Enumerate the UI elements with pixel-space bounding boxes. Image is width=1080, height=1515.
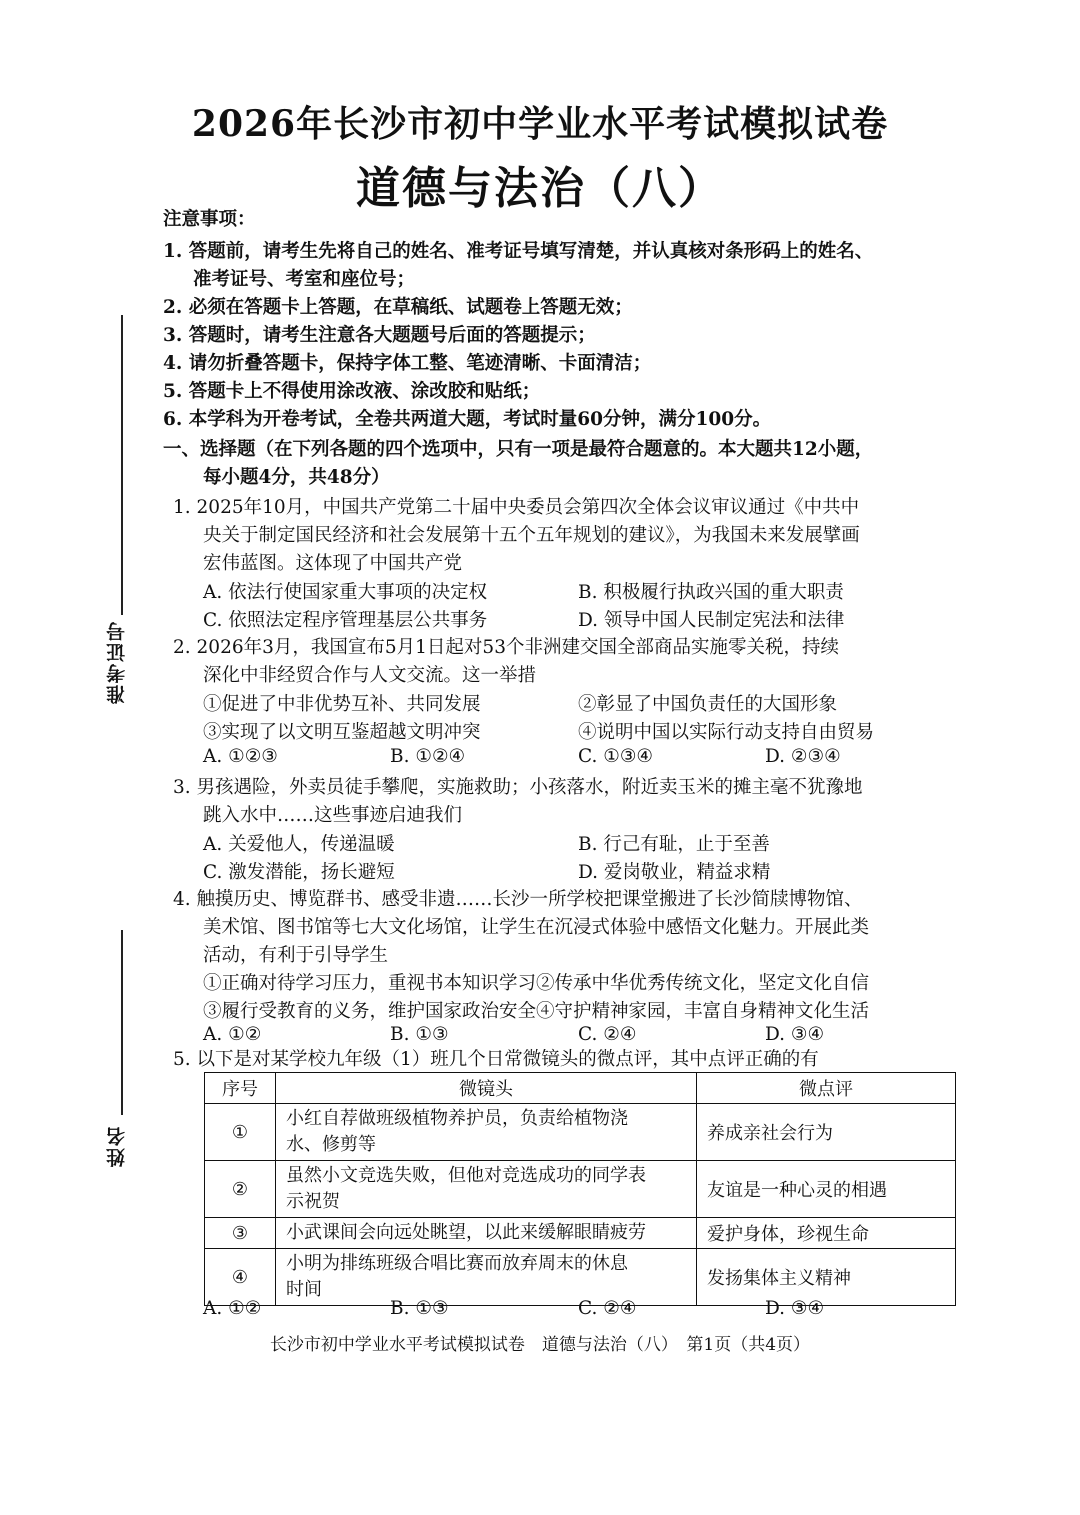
q1-option-d[interactable]: D. 领导中国人民制定宪法和法律	[578, 610, 845, 631]
notice-item: 1. 答题前，请考生先将自己的姓名、准考证号填写清楚，并认真核对条形码上的姓名、	[163, 241, 874, 262]
q2-option-a[interactable]: A. ①②③	[203, 746, 278, 767]
section-heading: 一、选择题（在下列各题的四个选项中，只有一项是最符合题意的。本大题共12小题，	[163, 439, 874, 460]
q4-stem: 美术馆、图书馆等七大文化场馆，让学生在沉浸式体验中感悟文化魅力。开展此类	[203, 917, 870, 938]
notice-item: 2. 必须在答题卡上答题，在草稿纸、试题卷上答题无效；	[163, 297, 633, 318]
q4-option-b[interactable]: B. ①③	[390, 1024, 449, 1045]
row-scene: 虽然小文竞选失败，但他对竞选成功的同学表 示祝贺	[276, 1161, 697, 1218]
q2-statement-3: ③实现了以文明互鉴超越文明冲突	[203, 722, 481, 743]
q4-stem: 4. 触摸历史、博览群书、感受非遗……长沙一所学校把课堂搬进了长沙简牍博物馆、	[173, 889, 863, 910]
row-scene: 小红自荐做班级植物养护员，负责给植物浇 水、修剪等	[276, 1104, 697, 1161]
q4-statements: ①正确对待学习压力，重视书本知识学习②传承中华优秀传统文化，坚定文化自信	[203, 973, 870, 994]
q1-stem: 宏伟蓝图。这体现了中国共产党	[203, 553, 463, 574]
q2-option-b[interactable]: B. ①②④	[390, 746, 466, 767]
exam-id-underline	[121, 315, 123, 615]
notice-item: 3. 答题时，请考生注意各大题题号后面的答题提示；	[163, 325, 596, 346]
q4-statements: ③履行受教育的义务，维护国家政治安全④守护精神家园，丰富自身精神文化生活	[203, 1001, 870, 1022]
notice-item: 5. 答题卡上不得使用涂改液、涂改胶和贴纸；	[163, 381, 541, 402]
q1-option-c[interactable]: C. 依照法定程序管理基层公共事务	[203, 610, 488, 631]
q1-stem: 1. 2025年10月，中国共产党第二十届中央委员会第四次全体会议审议通过《中共中	[173, 497, 860, 518]
row-comment: 友谊是一种心灵的相遇	[697, 1161, 956, 1218]
col-header-scene: 微镜头	[276, 1073, 697, 1104]
q1-stem: 央关于制定国民经济和社会发展第十五个五年规划的建议》，为我国未来发展擘画	[203, 525, 860, 546]
q1-option-b[interactable]: B. 积极履行执政兴国的重大职责	[578, 582, 844, 603]
col-header-comment: 微点评	[697, 1073, 956, 1104]
q2-option-d[interactable]: D. ②③④	[765, 746, 841, 767]
row-comment: 养成亲社会行为	[697, 1104, 956, 1161]
q5-table	[204, 1072, 956, 1306]
q3-option-c[interactable]: C. 激发潜能，扬长避短	[203, 862, 395, 883]
row-comment: 发扬集体主义精神	[697, 1249, 956, 1306]
q2-option-c[interactable]: C. ①③④	[578, 746, 654, 767]
notice-heading: 注意事项：	[163, 209, 256, 230]
row-num: ①	[205, 1104, 276, 1161]
q3-option-d[interactable]: D. 爱岗敬业，精益求精	[578, 862, 771, 883]
table-row	[205, 1104, 956, 1161]
name-underline	[121, 930, 123, 1115]
q2-statement-1: ①促进了中非优势互补、共同发展	[203, 694, 481, 715]
q5-option-a[interactable]: A. ①②	[203, 1298, 262, 1319]
q4-option-d[interactable]: D. ③④	[765, 1024, 825, 1045]
exam-title: 2026年长沙市初中学业水平考试模拟试卷	[191, 103, 889, 145]
q2-stem: 2. 2026年3月，我国宣布5月1日起对53个非洲建交国全部商品实施零关税，持续	[173, 637, 839, 658]
q3-option-b[interactable]: B. 行己有耻，止于至善	[578, 834, 770, 855]
row-num: ③	[205, 1218, 276, 1249]
table-row	[205, 1249, 956, 1306]
q5-stem: 5. 以下是对某学校九年级（1）班几个日常微镜头的微点评，其中点评正确的有	[173, 1049, 819, 1070]
section-heading-cont: 每小题4分，共48分）	[203, 467, 390, 488]
table-row	[205, 1218, 956, 1249]
row-comment: 爱护身体，珍视生命	[697, 1218, 956, 1249]
row-num: ④	[205, 1249, 276, 1306]
q5-option-c[interactable]: C. ②④	[578, 1298, 637, 1319]
row-scene: 小武课间会向远处眺望，以此来缓解眼睛疲劳	[276, 1218, 697, 1249]
q3-stem: 3. 男孩遇险，外卖员徒手攀爬，实施救助；小孩落水，附近卖玉米的摊主毫不犹豫地	[173, 777, 863, 798]
q5-option-b[interactable]: B. ①③	[390, 1298, 449, 1319]
row-num: ②	[205, 1161, 276, 1218]
notice-item: 准考证号、考室和座位号；	[193, 269, 416, 290]
page-footer: 长沙市初中学业水平考试模拟试卷 道德与法治（八） 第1页（共4页）	[269, 1335, 811, 1355]
q1-option-a[interactable]: A. 依法行使国家重大事项的决定权	[203, 582, 488, 603]
q4-option-a[interactable]: A. ①②	[203, 1024, 262, 1045]
notice-item: 4. 请勿折叠答题卡，保持字体工整、笔迹清晰、卡面清洁；	[163, 353, 652, 374]
q2-statement-4: ④说明中国以实际行动支持自由贸易	[578, 722, 875, 743]
exam-id-label: 准考证号	[106, 620, 128, 704]
row-scene: 小明为排练班级合唱比赛而放弃周末的休息 时间	[276, 1249, 697, 1306]
table-row	[205, 1161, 956, 1218]
col-header-num: 序号	[205, 1073, 276, 1104]
q2-stem: 深化中非经贸合作与人文交流。这一举措	[203, 665, 537, 686]
q4-option-c[interactable]: C. ②④	[578, 1024, 637, 1045]
subject-title: 道德与法治（八）	[356, 163, 724, 214]
notice-item: 6. 本学科为开卷考试，全卷共两道大题，考试时量60分钟，满分100分。	[163, 409, 772, 430]
q3-stem: 跳入水中……这些事迹启迪我们	[203, 805, 463, 826]
q2-statement-2: ②彰显了中国负责任的大国形象	[578, 694, 838, 715]
q4-stem: 活动，有利于引导学生	[203, 945, 389, 966]
q5-option-d[interactable]: D. ③④	[765, 1298, 825, 1319]
name-label: 姓名	[106, 1125, 128, 1167]
q3-option-a[interactable]: A. 关爱他人，传递温暖	[203, 834, 395, 855]
table-header-row	[205, 1073, 956, 1104]
